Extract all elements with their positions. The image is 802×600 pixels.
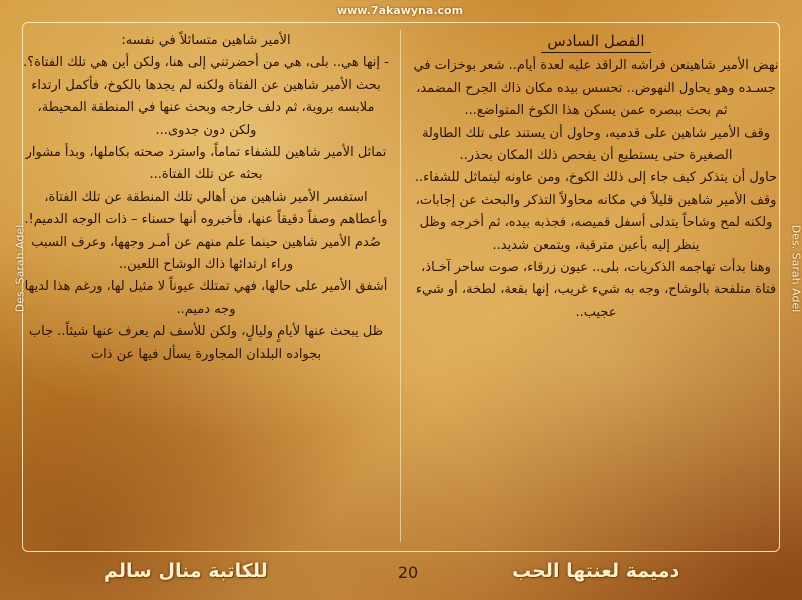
paragraph: - إنها هي.. بلى، هي من أحضرتني إلى هنا، ولكن أين هي تلك الفتاة؟.: [23, 55, 389, 71]
author-credit: للكاتبة منال سالم: [104, 560, 268, 582]
column-divider: [400, 30, 401, 542]
paragraph: وقف الأمير شاهين على قدميه، وحاول أن يستند على تلك الطاولة الصغيرة حتى يستطيع أن يفحص ذلك المكان بحذر..: [421, 125, 771, 164]
paragraph: وهنا بدأت تهاجمه الذكريات، بلى.. عيون زرقاء، صوت ساحر آخـاذ، فتاة متلفحة بالوشاح، وجه به شيء غريب، إنها بقعة، لطخة، أو شيء عجيب..: [415, 260, 777, 320]
paragraph: حاول أن يتذكر كيف جاء إلى ذلك الكوخ، ومن عاونه ليتماثل للشفاء..: [414, 170, 778, 186]
paragraph: صُدم الأمير شاهين حينما علم منهم عن أمـر وجهها، وعرف السبب وراء ارتدائها ذاك الوشاح اللعين..: [31, 234, 381, 273]
paragraph: ظل يبحث عنها لأيامٍ وليالٍ، ولكن للأسف لم يعرف عنها شيئاً.. جاب بجواده البلدان المجاورة يسأل فيها عن ذات: [28, 324, 384, 362]
paragraph: أشفق الأمير على حالها، فهي تمتلك عيوناً لا مثيل لها، ورغم هذا لديها وجه دميم..: [24, 279, 388, 317]
paragraph: الأمير شاهين متسائلاً في نفسه:: [121, 33, 291, 48]
book-title: دميمة لعنتها الحب: [512, 560, 680, 582]
paragraph: استفسر الأمير شاهين من أهالي تلك المنطقة عن تلك الفتاة، وأعطاهم وصفاً دقيقاً عنها، فأخبروه أنها حسناء – ذات الوجه الدميم!.: [24, 189, 388, 228]
chapter-title: الفصل السادس: [541, 30, 650, 53]
site-url: www.7akawyna.com: [336, 4, 464, 17]
paragraph: تماثل الأمير شاهين للشفاء تماماً، واسترد صحته بكاملها، وبدأ مشوار بحثه عن تلك الفتاة...: [25, 145, 387, 183]
paragraph: وقف الأمير شاهين قليلاً في مكانه محاولاً التذكر والبحث عن إجابات، ولكنه لمح وشاحاً يتدلى أسفل قميصه، فجذبه بيده، ثم أخرجه وظل ينظر إليه بأعين مترقبة، ويتمعن شديد..: [415, 192, 777, 253]
paragraph: بحث الأمير شاهين عن الفتاة ولكنه لم يجدها بالكوخ، فأكمل ارتداء ملابسه بروية، ثم دلف خارجه وبحث عنها في المنطقة المحيطة، ولكن دون جدوى...: [31, 77, 381, 138]
page-number: 20: [397, 563, 419, 582]
designer-credit-left: Des. Sarah Adel: [13, 224, 27, 313]
right-text-column: [412, 30, 780, 324]
paragraph: نهض الأمير شاهينعن فراشه الراقد عليه لعدة أيام.. شعر بوخزات في جسـده وهو يحاول النهوض.. تحسس بيده مكان ذاك الجرح المضمد، ثم بحث ببصره عمن يسكن هذا الكوخ المتواضع...: [413, 58, 779, 119]
left-text-column: [22, 30, 390, 366]
designer-credit-right: Des. Sarah Adel: [789, 224, 802, 313]
